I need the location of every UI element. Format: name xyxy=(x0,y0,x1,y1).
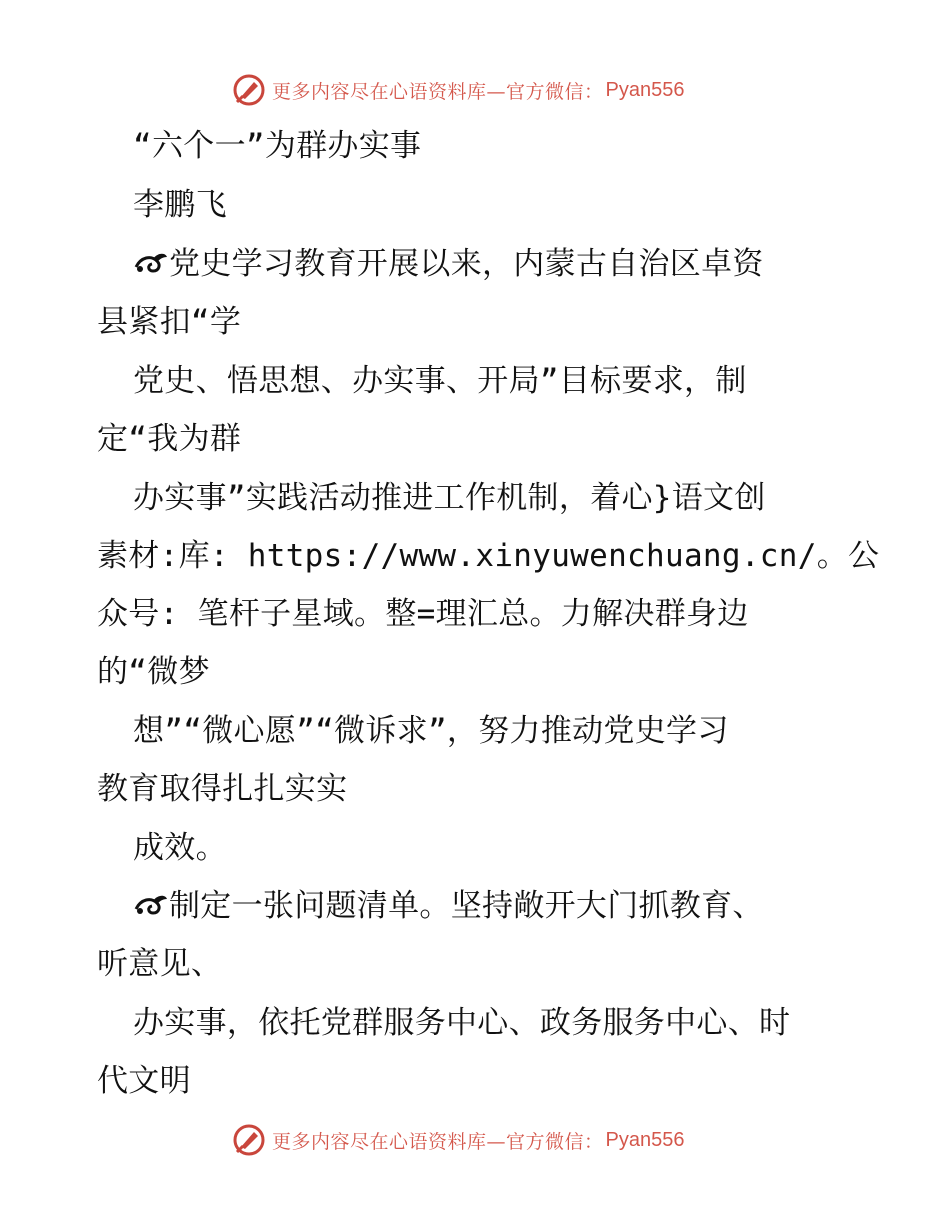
watermark-text: 更多内容尽在心语资料库—官方微信： xyxy=(272,80,604,103)
paragraph-line xyxy=(133,886,764,926)
line-text: 党史学习教育开展以来，内蒙古自治区卓资 xyxy=(169,246,764,282)
doc-title: “六个一”为群办实事 xyxy=(133,128,422,164)
paragraph-line: 众号: 笔杆子星域。整=理汇总。力解决群身边 xyxy=(97,596,749,632)
watermark-wechat-id: Pyan556 xyxy=(605,1128,685,1151)
paragraph-line: 办实事，依托党群服务中心、政务服务中心、时 xyxy=(133,1005,791,1041)
paragraph-line: 定“我为群 xyxy=(97,421,242,457)
paragraph-line: 办实事”实践活动推进工作机制，着心}语文创 xyxy=(133,480,766,516)
line-text: 制定一张问题清单。坚持敞开大门抓教育、 xyxy=(169,888,764,924)
paragraph-line xyxy=(133,244,764,284)
header-watermark xyxy=(232,70,684,110)
paragraph-line: 素材:库: https://www.xinyuwenchuang.cn/。公 xyxy=(97,538,880,574)
paragraph-line: 成效。 xyxy=(133,830,227,866)
paragraph-line: 代文明 xyxy=(97,1063,191,1099)
paragraph-line: 教育取得扎扎实实 xyxy=(97,771,348,807)
watermark-wechat-id: Pyan556 xyxy=(605,78,685,101)
paragraph-line: 听意见、 xyxy=(97,946,223,982)
doc-author: 李鹏飞 xyxy=(133,187,227,223)
footer-watermark xyxy=(232,1120,684,1160)
paragraph-line: 县紧扣“学 xyxy=(97,304,242,340)
fleuron-bullet-icon xyxy=(133,247,169,279)
watermark-text: 更多内容尽在心语资料库—官方微信： xyxy=(272,1130,604,1153)
paragraph-line: 想”“微心愿”“微诉求”，努力推动党史学习 xyxy=(133,713,729,749)
pen-nib-logo-icon xyxy=(232,1123,266,1157)
pen-nib-logo-icon xyxy=(232,73,266,107)
fleuron-bullet-icon xyxy=(133,889,169,921)
paragraph-line: 党史、悟思想、办实事、开局”目标要求，制 xyxy=(133,363,747,399)
paragraph-line: 的“微梦 xyxy=(97,654,210,690)
